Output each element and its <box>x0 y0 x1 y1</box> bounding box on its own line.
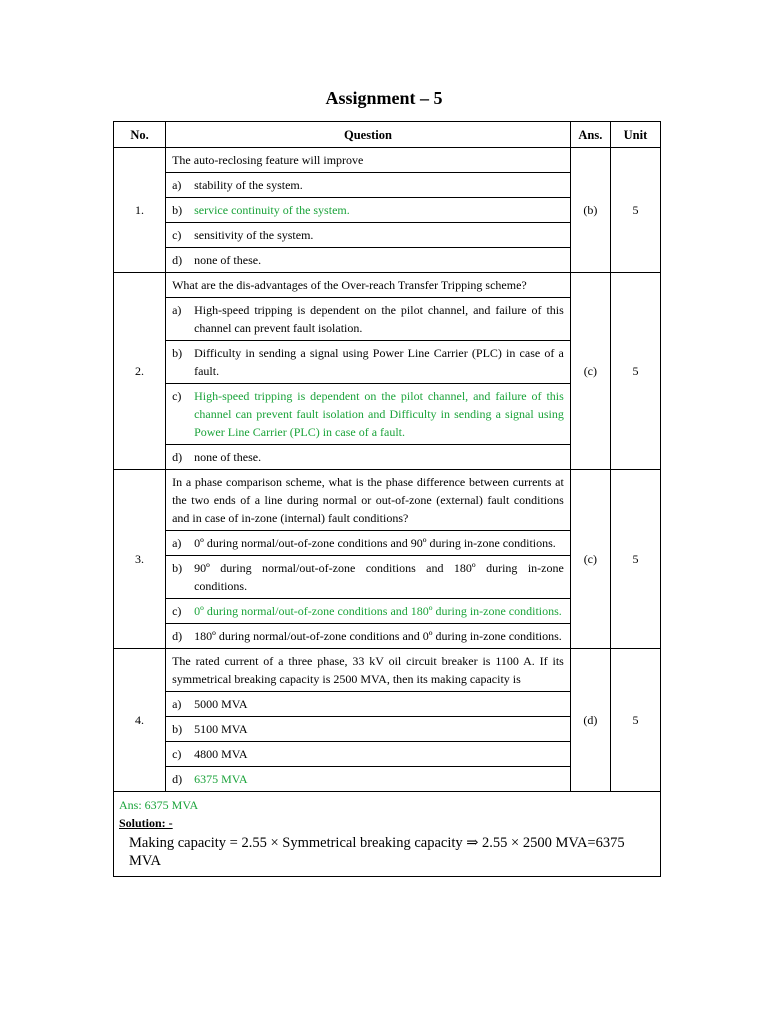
question-row <box>114 649 661 692</box>
option <box>166 556 571 599</box>
option <box>166 173 571 198</box>
option-text: Difficulty in sending a signal using Power Line Carrier (PLC) in case of a fault. <box>194 346 564 378</box>
solution-label: Solution: - <box>119 816 173 830</box>
option-text: none of these. <box>194 450 262 464</box>
option-text: 180º during normal/out-of-zone conditions and 0º during in-zone conditions. <box>194 629 562 643</box>
question-stem: The rated current of a three phase, 33 kV oil circuit breaker is 1100 A. If its symmetrical breaking capacity is 2500 MVA, then its making capacity is <box>166 649 571 692</box>
option-correct <box>166 599 571 624</box>
option-text: 4800 MVA <box>194 747 248 761</box>
unit-cell: 5 <box>610 148 660 273</box>
solution-row <box>114 792 661 877</box>
answer-cell: (c) <box>570 470 610 649</box>
option-text: none of these. <box>194 253 262 267</box>
page-title: Assignment – 5 <box>325 88 443 108</box>
option-text: 6375 MVA <box>194 772 248 786</box>
question-number: 4. <box>114 649 166 792</box>
option-text: High-speed tripping is dependent on the pilot channel, and failure of this channel can prevent fault isolation and Difficulty in sending a signal using Power Line Carrier (PLC) in case of a fault. <box>194 389 564 439</box>
answer-cell: (b) <box>570 148 610 273</box>
option-label: d) <box>172 450 183 464</box>
solution-cell <box>114 792 661 877</box>
option-label: c) <box>172 389 182 403</box>
option-label: b) <box>172 346 183 360</box>
solution-formula: Making capacity = 2.55 × Symmetrical breaking capacity ⇒ 2.55 × 2500 MVA=6375 MVA <box>129 835 625 869</box>
question-number: 3. <box>114 470 166 649</box>
option <box>166 445 571 470</box>
answer-line: Ans: 6375 MVA <box>119 798 199 812</box>
question-row <box>114 273 661 298</box>
option-text: sensitivity of the system. <box>194 228 314 242</box>
option-correct <box>166 767 571 792</box>
option <box>166 531 571 556</box>
option-label: d) <box>172 772 183 786</box>
option-label: c) <box>172 604 182 618</box>
option <box>166 742 571 767</box>
option-label: a) <box>172 178 182 192</box>
option <box>166 692 571 717</box>
option-text: stability of the system. <box>194 178 303 192</box>
option <box>166 298 571 341</box>
option-label: a) <box>172 697 182 711</box>
unit-cell: 5 <box>610 273 660 470</box>
option-text: High-speed tripping is dependent on the pilot channel, and failure of this channel can prevent fault isolation. <box>194 303 564 335</box>
answer-cell: (d) <box>570 649 610 792</box>
answer-cell: (c) <box>570 273 610 470</box>
unit-cell: 5 <box>610 470 660 649</box>
question-row <box>114 148 661 173</box>
header-unit: Unit <box>610 122 660 148</box>
option-text: 5100 MVA <box>194 722 248 736</box>
option-label: c) <box>172 747 182 761</box>
option-correct <box>166 198 571 223</box>
option-label: c) <box>172 228 182 242</box>
option-text: service continuity of the system. <box>194 203 350 217</box>
option-text: 0º during normal/out-of-zone conditions and 180º during in-zone conditions. <box>194 604 562 618</box>
unit-cell: 5 <box>610 649 660 792</box>
option <box>166 223 571 248</box>
option-label: d) <box>172 253 183 267</box>
option <box>166 624 571 649</box>
header-row <box>114 122 661 148</box>
option-label: a) <box>172 303 182 317</box>
option-correct <box>166 384 571 445</box>
option-label: b) <box>172 203 183 217</box>
question-stem: In a phase comparison scheme, what is the phase difference between currents at the two ends of a line during normal or out-of-zone (external) fault conditions and in case of in-zone (internal) fault conditions? <box>166 470 571 531</box>
option-label: a) <box>172 536 182 550</box>
option-text: 90º during normal/out-of-zone conditions and 180º during in-zone conditions. <box>194 561 564 593</box>
header-ans: Ans. <box>570 122 610 148</box>
header-question: Question <box>166 122 571 148</box>
option-label: d) <box>172 629 183 643</box>
option <box>166 248 571 273</box>
header-no: No. <box>114 122 166 148</box>
option-label: b) <box>172 561 183 575</box>
question-stem: What are the dis-advantages of the Over-reach Transfer Tripping scheme? <box>166 273 571 298</box>
option-text: 5000 MVA <box>194 697 248 711</box>
option <box>166 717 571 742</box>
question-row <box>114 470 661 531</box>
question-number: 1. <box>114 148 166 273</box>
option-label: b) <box>172 722 183 736</box>
option-text: 0º during normal/out-of-zone conditions and 90º during in-zone conditions. <box>194 536 556 550</box>
question-stem: The auto-reclosing feature will improve <box>166 148 571 173</box>
option <box>166 341 571 384</box>
question-table <box>113 121 661 877</box>
question-number: 2. <box>114 273 166 470</box>
